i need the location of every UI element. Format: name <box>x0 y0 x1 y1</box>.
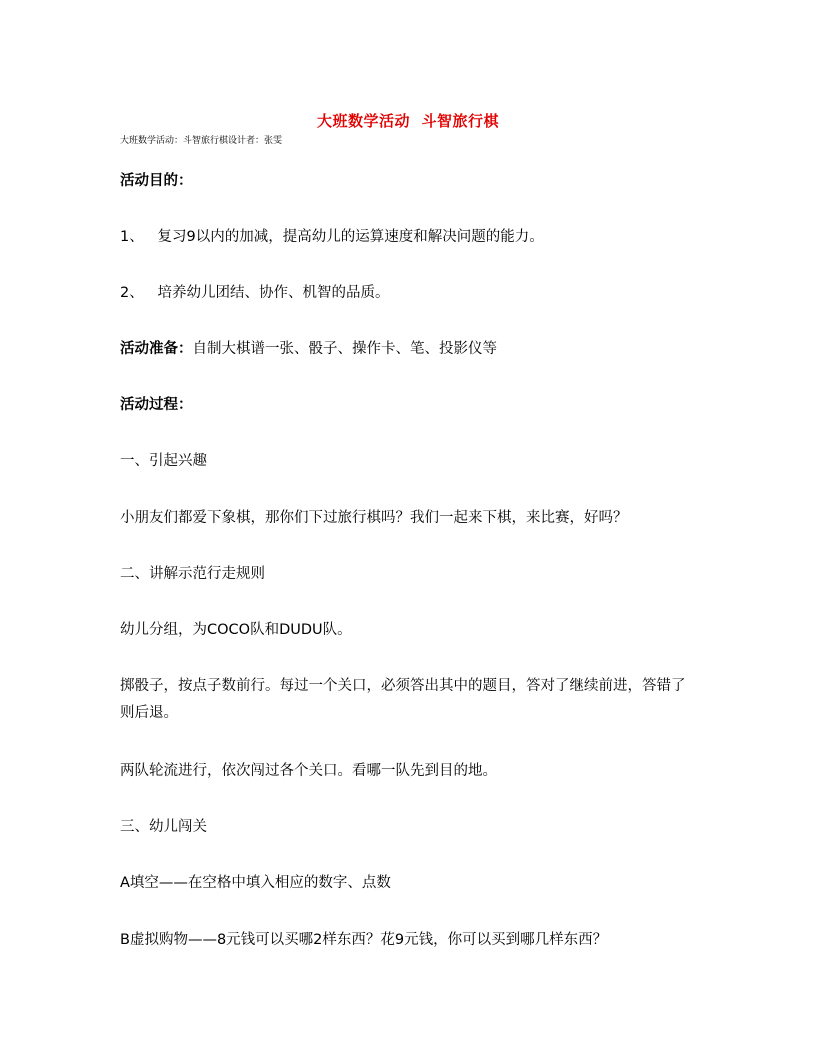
objective-item-2: 2、 培养幼儿团结、协作、机智的品质。 <box>120 285 390 301</box>
document-title: 大班数学活动 斗智旅行棋 <box>317 112 499 130</box>
section-2-paragraph-3: 两队轮流进行，依次闯过各个关口。看哪一队先到目的地。 <box>120 763 497 779</box>
section-2-heading: 二、讲解示范行走规则 <box>120 566 265 582</box>
preparation-label: 活动准备： <box>120 341 193 357</box>
objective-item-1: 1、 复习9以内的加减，提高幼儿的运算速度和解决问题的能力。 <box>120 229 544 245</box>
section-2-paragraph-2: 掷骰子，按点子数前行。每过一个关口，必须答出其中的题目，答对了继续前进，答错了则后退。 <box>120 678 686 721</box>
section-1-heading: 一、引起兴趣 <box>120 453 207 469</box>
section-2-paragraph-1: 幼儿分组，为COCO队和DUDU队。 <box>120 622 352 638</box>
section-3-item-a: A填空——在空格中填入相应的数字、点数 <box>120 875 391 891</box>
process-heading: 活动过程： <box>120 397 193 413</box>
document-subtitle: 大班数学活动：斗智旅行棋设计者：张雯 <box>120 136 283 146</box>
objectives-heading: 活动目的： <box>120 173 193 189</box>
preparation-paragraph <box>120 336 497 363</box>
section-3-item-b: B虚拟购物——8元钱可以买哪2样东西？花9元钱，你可以买到哪几样东西？ <box>120 932 608 948</box>
section-1-text: 小朋友们都爱下象棋，那你们下过旅行棋吗？我们一起来下棋，来比赛，好吗？ <box>120 510 628 526</box>
section-3-heading: 三、幼儿闯关 <box>120 819 207 835</box>
preparation-text: 自制大棋谱一张、骰子、操作卡、笔、投影仪等 <box>192 341 497 357</box>
